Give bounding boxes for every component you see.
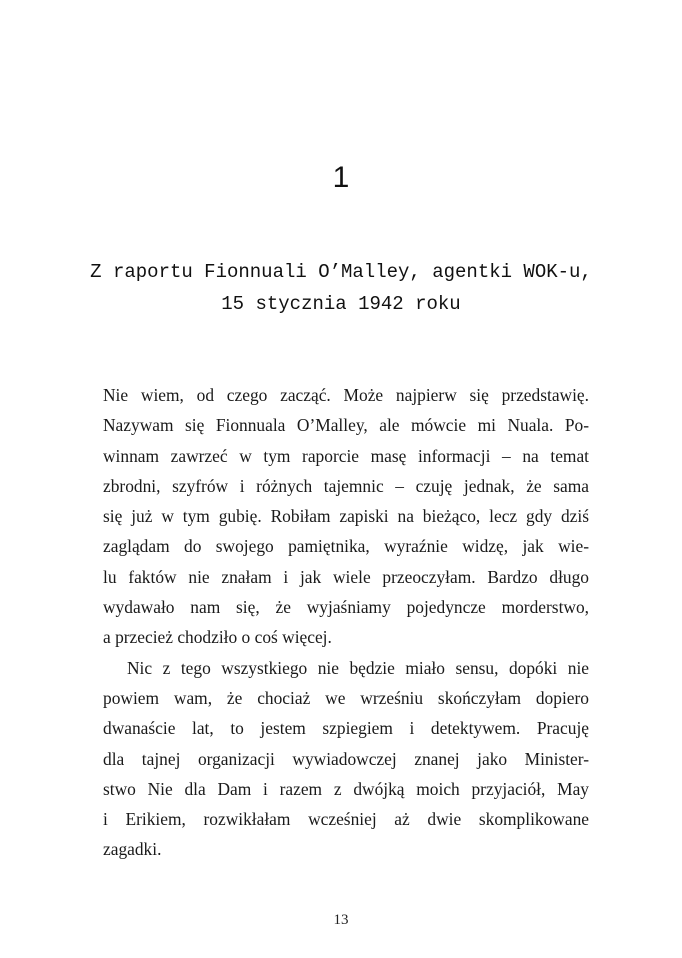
text-line: dla tajnej organizacji wywiadowczej znanej jako Minister- — [103, 748, 589, 769]
text-line: zaglądam do swojego pamiętnika, wyraźnie widzę, jak wie- — [103, 536, 589, 557]
text-line: Nazywam się Fionnuala O’Malley, ale mówcie mi Nuala. Po- — [103, 415, 589, 436]
text-line: powiem wam, że chociaż we wrześniu skończyłam dopiero — [103, 687, 589, 708]
text-line: się już w tym gubię. Robiłam zapiski na bieżąco, lecz gdy dziś — [103, 506, 589, 527]
text-line: a przecież chodziło o coś więcej. — [103, 627, 332, 648]
text-line: dwanaście lat, to jestem szpiegiem i detektywem. Pracuję — [103, 718, 589, 739]
text-line: winnam zawrzeć w tym raporcie masę informacji – na temat — [103, 445, 589, 466]
chapter-title — [80, 256, 602, 320]
paragraph-2 — [103, 653, 589, 865]
text-line: Nie wiem, od czego zacząć. Może najpierw się przedstawię. — [103, 385, 589, 405]
text-line: lu faktów nie znałam i jak wiele przeoczyłam. Bardzo długo — [103, 566, 589, 587]
text-line: i Erikiem, rozwikłałam wcześniej aż dwie skomplikowane — [103, 809, 589, 830]
chapter-title-line-1: Z raportu Fionnuali O’Malley, agentki WOK-u, — [90, 261, 592, 283]
paragraph-1 — [103, 380, 589, 653]
text-line: zagadki. — [103, 839, 162, 860]
text-line: Nic z tego wszystkiego nie będzie miało sensu, dopóki nie — [127, 657, 589, 678]
text-line: stwo Nie dla Dam i razem z dwójką moich przyjaciół, May — [103, 778, 589, 799]
body-text — [103, 380, 589, 865]
chapter-title-line-2: 15 stycznia 1942 roku — [221, 293, 461, 315]
page-number: 13 — [333, 912, 349, 928]
chapter-number: 1 — [332, 161, 350, 194]
text-line: wydawało nam się, że wyjaśniamy pojedyncze morderstwo, — [103, 597, 589, 618]
text-line: zbrodni, szyfrów i różnych tajemnic – czuję jednak, że sama — [103, 475, 589, 496]
